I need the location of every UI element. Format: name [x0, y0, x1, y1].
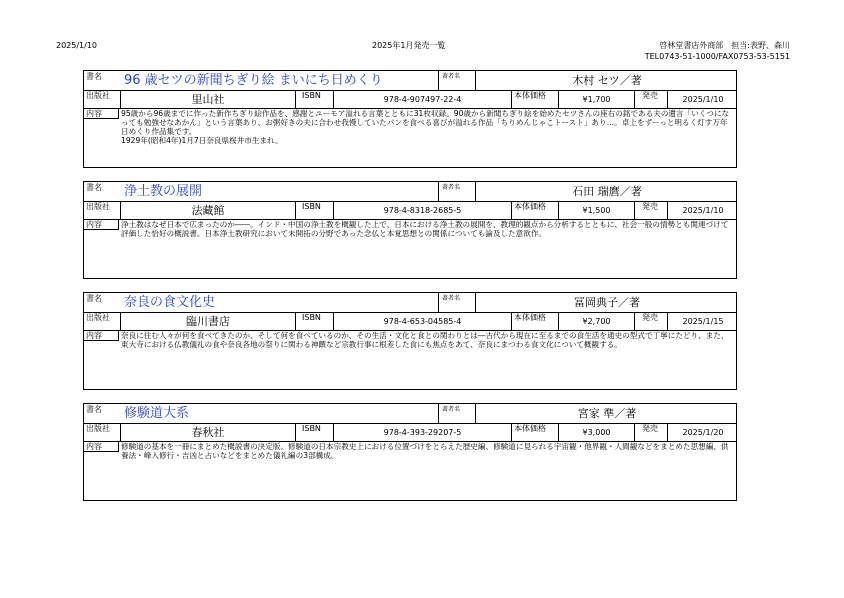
publisher-cell	[121, 90, 296, 108]
book-release-date: 2025/1/15	[682, 317, 724, 326]
release-label: 発売	[642, 313, 658, 322]
release-label: 発売	[642, 424, 658, 433]
book-isbn: 978-4-393-29207-5	[383, 428, 462, 437]
store-phone-fax: TEL0743-51-1000/FAX0753-53-5151	[644, 52, 790, 61]
header-store-info	[645, 40, 790, 62]
book-author: 冨岡典子／著	[574, 296, 640, 309]
isbn-label-cell	[296, 312, 334, 330]
isbn-label-cell	[296, 90, 334, 108]
isbn-label: ISBN	[302, 91, 321, 100]
price-cell	[559, 423, 635, 441]
title-cell	[84, 182, 439, 201]
book-content: 95歳から96歳までに作った新作ちぎり絵作品を、感謝とユーモア溢れる言葉とともに31枚収録。90歳から新聞ちぎり絵を始めたセツさんの座右の銘である夫の遺言「いくつになっても勉強せなあかん」という言葉あり、お粥好きの夫に合わせ我慢していたパンを食べる喜びが溢れる作品「ちりめんじゃこトースト」あり…。卓上をずーっと明るく灯す万年日めくり作品集です。 1929年(昭和4年)1月7日奈良県桜井市生まれ。	[121, 109, 730, 145]
book-info-row	[84, 312, 736, 331]
book-name-label: 書名	[86, 294, 102, 303]
price-cell	[559, 312, 635, 330]
isbn-cell	[334, 90, 512, 108]
release-cell	[668, 201, 738, 219]
author-label-cell	[439, 71, 476, 90]
isbn-label: ISBN	[302, 424, 321, 433]
title-cell	[84, 293, 439, 312]
isbn-cell	[334, 201, 512, 219]
book-name-label: 書名	[86, 72, 102, 81]
book-publisher: 法藏館	[191, 204, 225, 217]
release-cell	[668, 90, 738, 108]
book-info-row	[84, 201, 736, 220]
price-label: 本体価格	[514, 91, 546, 100]
book-entry	[83, 70, 737, 168]
book-name-label: 書名	[86, 405, 102, 414]
book-price: ¥2,700	[582, 317, 611, 326]
author-label-cell	[439, 182, 476, 201]
price-label-cell	[512, 201, 559, 219]
book-publisher: 臨川書店	[186, 315, 230, 328]
header-date: 2025/1/10	[56, 41, 98, 50]
isbn-label: ISBN	[302, 313, 321, 322]
book-content: 浄土教はなぜ日本で広まったのか――。インド・中国の浄土教を概観した上で、日本における浄土教の展開を、教理的観点から分析するとともに、社会一般の情勢とも関連づけて評価した恰好の概説書。日本浄土教研究において未開拓の分野であった念仏と本覚思想との関係についても論及した意欲作。	[121, 220, 729, 238]
isbn-cell	[334, 423, 512, 441]
publisher-label: 出版社	[86, 424, 110, 433]
book-publisher: 里山社	[191, 93, 225, 106]
publisher-label: 出版社	[86, 202, 110, 211]
book-title: 奈良の食文化史	[124, 295, 216, 310]
book-entry	[83, 181, 737, 279]
book-isbn: 978-4-653-04585-4	[383, 317, 462, 326]
book-author: 木村 セツ／著	[572, 74, 642, 87]
price-label: 本体価格	[514, 202, 546, 211]
book-title: 96 歳セツの新聞ちぎり絵 まいにち日めくり	[124, 73, 383, 88]
release-label-cell	[635, 90, 668, 108]
author-label: 著者名	[442, 406, 461, 413]
book-price: ¥1,700	[582, 95, 611, 104]
book-info-row	[84, 90, 736, 109]
release-label-cell	[635, 423, 668, 441]
title-cell	[84, 404, 439, 423]
book-entry	[83, 403, 737, 501]
store-contact-line: 啓林堂書店外商部 担当:表野、森川	[659, 41, 790, 50]
price-label: 本体価格	[514, 313, 546, 322]
author-cell	[476, 293, 738, 312]
content-label: 内容	[86, 442, 102, 451]
publisher-cell	[121, 423, 296, 441]
release-cell	[668, 423, 738, 441]
author-cell	[476, 404, 738, 423]
book-price: ¥1,500	[582, 206, 611, 215]
book-release-date: 2025/1/10	[682, 206, 724, 215]
book-title: 浄土教の展開	[124, 184, 203, 199]
release-label-cell	[635, 312, 668, 330]
title-cell	[84, 71, 439, 90]
price-cell	[559, 90, 635, 108]
book-price: ¥3,000	[582, 428, 611, 437]
book-info-row	[84, 423, 736, 442]
release-cell	[668, 312, 738, 330]
publisher-label-cell	[84, 423, 121, 441]
publisher-label-cell	[84, 201, 121, 219]
content-label: 内容	[86, 220, 102, 229]
book-author: 石田 瑞麿／著	[572, 185, 642, 198]
author-label-cell	[439, 404, 476, 423]
publisher-label-cell	[84, 90, 121, 108]
book-content: 修験道の基本を一冊にまとめた概説書の決定版。修験道の日本宗教史上における位置づけをとらえた歴史編、修験道に見られる宇宙観・他界観・人間観などをまとめた思想編、供養法・峰入修行・吉凶と占いなどをまとめた儀礼編の3部構成。	[121, 442, 729, 460]
author-label: 著者名	[442, 73, 461, 80]
header-title: 2025年1月発売一覧	[372, 41, 446, 50]
price-label-cell	[512, 90, 559, 108]
price-cell	[559, 201, 635, 219]
book-title-row	[84, 404, 736, 424]
author-label: 著者名	[442, 184, 461, 191]
publisher-label-cell	[84, 312, 121, 330]
book-isbn: 978-4-907497-22-4	[383, 95, 462, 104]
book-title-row	[84, 293, 736, 313]
author-label-cell	[439, 293, 476, 312]
book-title-row	[84, 71, 736, 91]
publisher-label: 出版社	[86, 91, 110, 100]
isbn-cell	[334, 312, 512, 330]
publisher-cell	[121, 312, 296, 330]
publisher-label: 出版社	[86, 313, 110, 322]
book-isbn: 978-4-8318-2685-5	[383, 206, 462, 215]
price-label-cell	[512, 423, 559, 441]
author-label: 著者名	[442, 295, 461, 302]
book-content: 奈良に住む人々が何を食べてきたのか、そして何を食べているのか、その生活・文化と食との関わりとは―古代から現在に至るまでの食生活を通史の型式で丁寧にたどり、また、東大寺における仏教儀礼の食や奈良各地の祭りに関わる神饌など宗教行事に根差した食にも焦点をあて、奈良にまつわる食文化について概観する。	[121, 331, 729, 349]
book-release-date: 2025/1/20	[682, 428, 724, 437]
price-label: 本体価格	[514, 424, 546, 433]
book-entry	[83, 292, 737, 390]
release-label-cell	[635, 201, 668, 219]
book-title-row	[84, 182, 736, 202]
content-label: 内容	[86, 331, 102, 340]
publisher-cell	[121, 201, 296, 219]
book-name-label: 書名	[86, 183, 102, 192]
content-label: 内容	[86, 109, 102, 118]
release-label: 発売	[642, 202, 658, 211]
book-publisher: 春秋社	[191, 426, 225, 439]
book-title: 修験道大系	[124, 406, 190, 421]
isbn-label: ISBN	[302, 202, 321, 211]
author-cell	[476, 182, 738, 201]
book-author: 宮家 準／著	[577, 407, 637, 420]
author-cell	[476, 71, 738, 90]
book-release-date: 2025/1/10	[682, 95, 724, 104]
isbn-label-cell	[296, 423, 334, 441]
price-label-cell	[512, 312, 559, 330]
isbn-label-cell	[296, 201, 334, 219]
release-label: 発売	[642, 91, 658, 100]
